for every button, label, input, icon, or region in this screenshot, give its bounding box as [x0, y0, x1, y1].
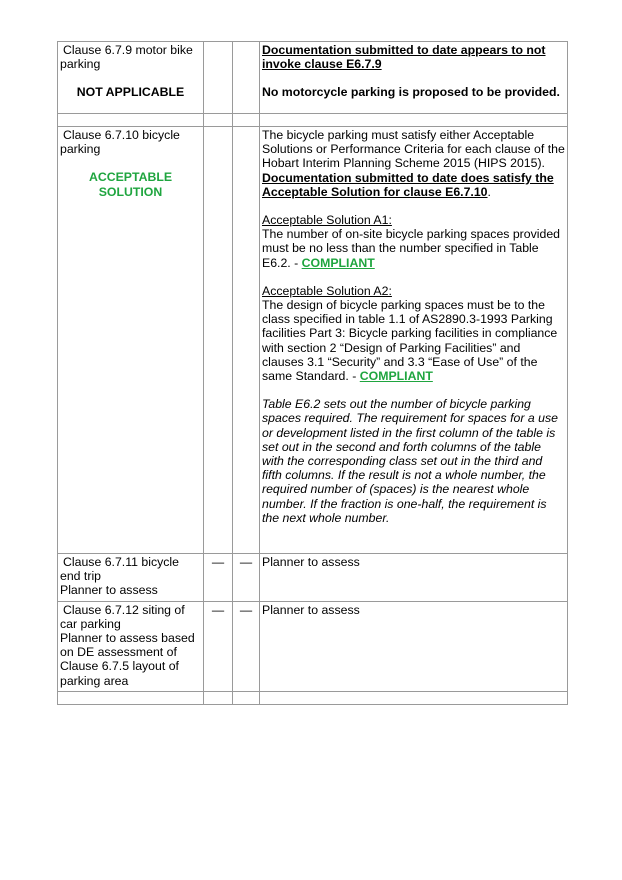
dash-cell: — [204, 601, 233, 691]
clause-cell [58, 554, 204, 602]
table-row [58, 42, 568, 114]
spacer-row [58, 691, 568, 704]
clause-cell [58, 42, 204, 114]
spacer-row [58, 114, 568, 127]
assessment-cell [260, 42, 568, 114]
clause-label: Clause 6.7.11 bicycle end trip [60, 555, 179, 584]
compliant-label: COMPLIANT [359, 369, 433, 384]
assessment-heading: Documentation submitted to date does satisfy the Acceptable Solution for clause E6.7.10 [262, 170, 554, 199]
a2-title: Acceptable Solution A2: [262, 283, 392, 298]
assessment-table [57, 41, 568, 705]
compliant-label: COMPLIANT [301, 255, 375, 270]
blank-cell [204, 127, 233, 554]
assessment-cell: Planner to assess [260, 554, 568, 602]
clause-sub: Planner to assess [60, 583, 158, 598]
clause-label: Clause 6.7.10 bicycle parking [60, 128, 180, 157]
clause-label: Clause 6.7.9 motor bike parking [60, 43, 193, 72]
a1-title: Acceptable Solution A1: [262, 213, 392, 228]
a2-text: The design of bicycle parking spaces must be to the class specified in table 1.1 of AS2890.3-1993 Parking facilities Part 3: Bicycle parking facilities in compliance with section 2 “Design of Parking Facilities” and clauses 3.1 “Security” and 3.3 “Ease of Use” of the same Standard. - COMPLIANT [262, 298, 558, 384]
a1-text: The number of on-site bicycle parking spaces provided must be no less than the number specified in Table E6.2. - COMPLIANT [262, 227, 561, 270]
table-row [58, 127, 568, 554]
blank-cell [233, 127, 260, 554]
assessment-cell: Planner to assess [260, 601, 568, 691]
assessment-cell [260, 127, 568, 554]
dash-cell: — [233, 601, 260, 691]
table-row [58, 601, 568, 691]
assessment-note: No motorcycle parking is proposed to be provided. [262, 85, 560, 100]
assessment-intro: The bicycle parking must satisfy either Acceptable Solutions or Performance Criteria for each clause of the Hobart Interim Planning Scheme 2015 (HIPS 2015). Documentation submitted to date does satisfy the Acceptable Solution for clause E6.7.10. [262, 128, 565, 199]
assessment-heading: Documentation submitted to date appears to not invoke clause E6.7.9 [262, 43, 546, 72]
blank-cell [233, 42, 260, 114]
dash-cell: — [233, 554, 260, 602]
blank-cell [204, 42, 233, 114]
status-label: ACCEPTABLE SOLUTION [88, 170, 173, 199]
clause-label: Clause 6.7.12 siting of car parking [60, 602, 185, 631]
clause-cell [58, 601, 204, 691]
table-row [58, 554, 568, 602]
status-label: NOT APPLICABLE [76, 85, 185, 100]
clause-sub: Planner to assess based on DE assessment of Clause 6.7.5 layout of parking area [60, 631, 195, 688]
clause-cell [58, 127, 204, 554]
dash-cell: — [204, 554, 233, 602]
table-note: Table E6.2 sets out the number of bicycle parking spaces required. The requirement for spaces for a use or development listed in the first column of the table is set out in the second and forth columns of the table with the corresponding class set out in the third and fifth columns. If the result is not a whole number, the required number of (spaces) is the nearest whole number. If the fraction is one-half, the requirement is the next whole number. [262, 397, 558, 525]
